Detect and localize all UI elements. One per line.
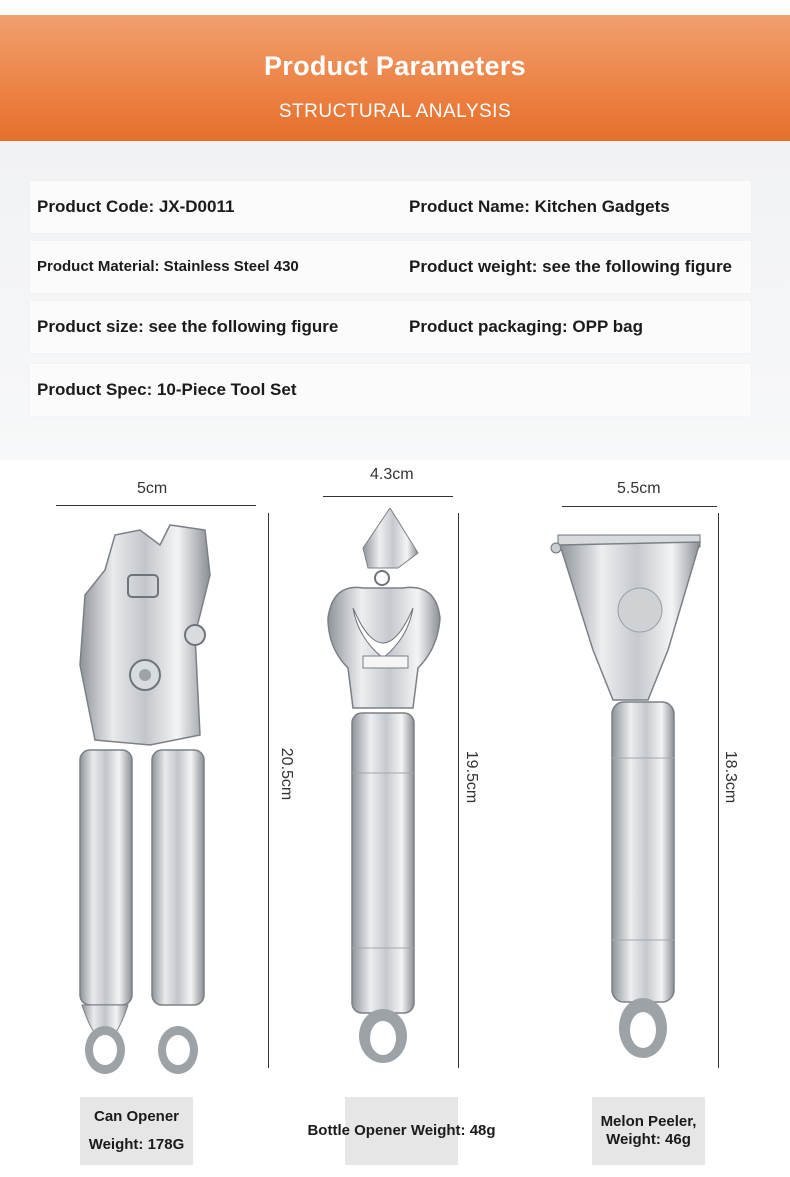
can-opener-name: Can Opener [93,1108,180,1125]
peeler-length-line [718,513,719,1068]
can-opener-label [80,1097,193,1165]
peeler-label [592,1097,705,1165]
bottle-opener-name: Bottle Opener Weight: 48g [307,1122,496,1139]
bottle-opener-icon [318,508,448,1068]
peeler-icon [548,530,708,1070]
param-material: Product Material: Stainless Steel 430 [37,258,299,275]
bottle-opener-width-line [323,496,453,497]
peeler-name: Melon Peeler, [600,1113,697,1130]
header-banner [0,15,790,141]
param-code: Product Code: JX-D0011 [37,197,235,216]
peeler-weight: Weight: 46g [606,1131,691,1148]
param-row-1 [30,181,751,233]
can-opener-icon [70,515,220,1085]
param-size: Product size: see the following figure [37,317,339,336]
can-opener-length: 20.5cm [278,747,296,801]
can-opener-weight: Weight: 178G [88,1136,185,1153]
param-row-4 [30,364,751,416]
peeler-width: 5.5cm [617,480,661,497]
can-opener-width-line [56,505,256,506]
param-row-3 [30,301,751,353]
can-opener-width: 5cm [137,480,168,497]
param-packaging: Product packaging: OPP bag [409,317,643,336]
parameter-table [0,141,790,460]
param-weight: Product weight: see the following figure [409,257,733,276]
bottle-opener-label [307,1097,496,1165]
bottle-opener-length-line [458,513,459,1068]
can-opener-length-line [268,513,269,1068]
bottle-opener-width: 4.3cm [370,466,414,483]
peeler-length: 18.3cm [722,750,740,804]
bottle-opener-length: 19.5cm [463,750,481,804]
peeler-width-line [562,506,717,507]
param-name: Product Name: Kitchen Gadgets [409,197,670,216]
page-title: Product Parameters [263,51,526,81]
page-subtitle: STRUCTURAL ANALYSIS [278,101,512,122]
param-spec: Product Spec: 10-Piece Tool Set [37,380,297,399]
param-row-2 [30,241,751,293]
